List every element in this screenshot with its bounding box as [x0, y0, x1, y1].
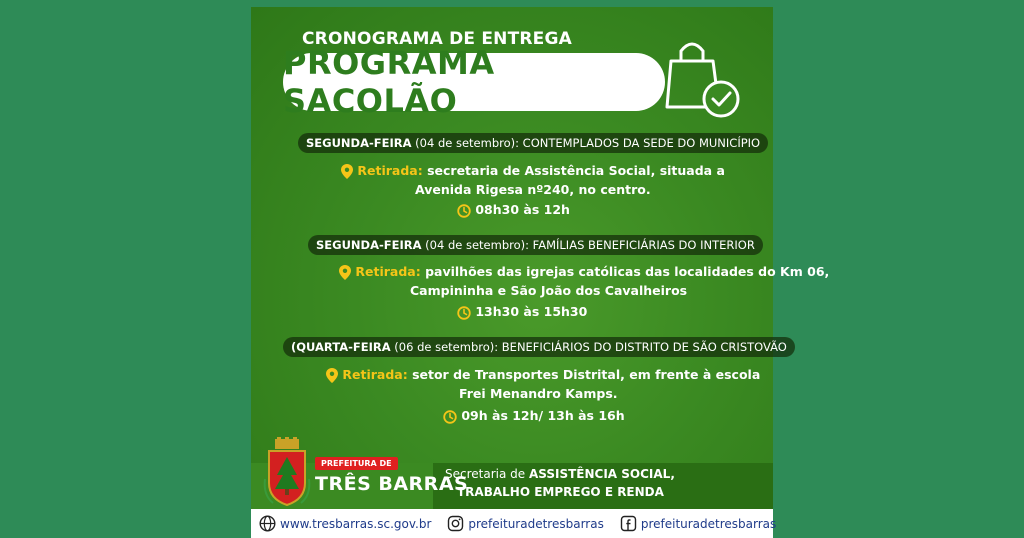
- section-3-heading-text: (06 de setembro): BENEFICIÁRIOS DO DISTRITO DE SÃO CRISTOVÃO: [390, 340, 787, 354]
- clock-icon: [457, 306, 471, 320]
- section-2-time-row: [457, 302, 587, 321]
- announcement-poster: [251, 7, 830, 538]
- facebook-link[interactable]: [612, 515, 784, 532]
- section-2-line2: Campininha e São João dos Cavalheiros: [410, 283, 688, 298]
- secretaria-text: [445, 465, 675, 501]
- section-3-line1: setor de Transportes Distrital, em frente à escola: [412, 367, 761, 382]
- section-2-location: [339, 262, 829, 281]
- clock-icon: [457, 204, 471, 218]
- clock-icon: [443, 410, 457, 424]
- section-3-location: [326, 365, 760, 384]
- section-1-heading-text: (04 de setembro): CONTEMPLADOS DA SEDE DO MUNICÍPIO: [411, 136, 761, 150]
- secretaria-prefix: Secretaria de: [445, 467, 529, 481]
- section-1-heading: [298, 133, 768, 153]
- instagram-icon: [447, 515, 464, 532]
- city-name: TRÊS BARRAS: [315, 473, 469, 495]
- pre-title: CRONOGRAMA DE ENTREGA: [302, 29, 572, 49]
- section-1-label: Retirada:: [357, 163, 423, 178]
- section-3-day: (QUARTA-FEIRA: [291, 340, 391, 354]
- section-3-time: 09h às 12h/ 13h às 16h: [461, 408, 625, 423]
- section-3-time-row: [443, 406, 625, 425]
- section-2-day: SEGUNDA-FEIRA: [316, 238, 422, 252]
- section-1-line1: secretaria de Assistência Social, situada a: [427, 163, 725, 178]
- section-2-heading-text: (04 de setembro): FAMÍLIAS BENEFICIÁRIAS DO INTERIOR: [421, 238, 755, 252]
- secretaria-bold: ASSISTÊNCIA SOCIAL,: [528, 467, 675, 481]
- location-pin-icon: [326, 368, 338, 383]
- location-pin-icon: [339, 265, 351, 280]
- website-text: www.tresbarras.sc.gov.br: [280, 516, 432, 531]
- section-1-time-row: [457, 200, 570, 219]
- prefeitura-label: PREFEITURA DE: [315, 457, 398, 470]
- globe-icon: [259, 515, 276, 532]
- section-1-time: 08h30 às 12h: [475, 202, 570, 217]
- section-1-line2: Avenida Rigesa nº240, no centro.: [415, 182, 651, 197]
- section-3-heading: [283, 337, 795, 357]
- municipal-crest-icon: [263, 439, 311, 509]
- instagram-text: prefeituradetresbarras: [468, 516, 604, 531]
- contact-bar: [251, 509, 777, 538]
- section-3-line2: Frei Menandro Kamps.: [459, 386, 618, 401]
- section-2-label: Retirada:: [355, 264, 421, 279]
- shopping-bag-check-icon: [663, 37, 745, 123]
- section-2-heading: [308, 235, 763, 255]
- section-2-line1: pavilhões das igrejas católicas das localidades do Km 06,: [425, 264, 830, 279]
- program-title: PROGRAMA SACOLÃO: [283, 53, 665, 111]
- section-2-time: 13h30 às 15h30: [475, 304, 588, 319]
- facebook-icon: [620, 515, 637, 532]
- location-pin-icon: [341, 164, 353, 179]
- secretaria-line2: TRABALHO EMPREGO E RENDA: [457, 485, 664, 499]
- facebook-text: prefeituradetresbarras: [640, 516, 777, 531]
- section-1-location: [341, 161, 725, 180]
- instagram-link[interactable]: [439, 515, 611, 532]
- website-link[interactable]: [251, 515, 439, 532]
- section-3-label: Retirada:: [342, 367, 408, 382]
- section-1-day: SEGUNDA-FEIRA: [306, 136, 412, 150]
